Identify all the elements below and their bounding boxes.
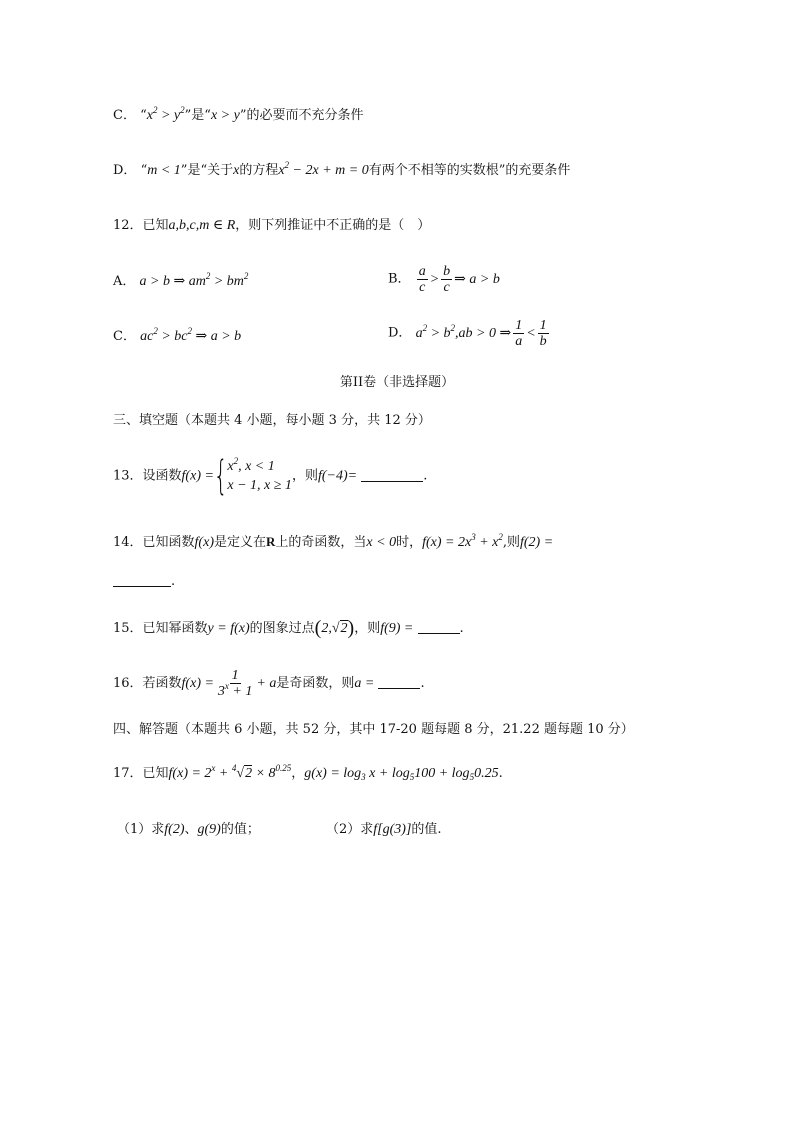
expr: f(9) = (380, 621, 414, 636)
equation: $x^2 - 2x + m = 0$ (278, 160, 369, 178)
option-label: C． (113, 108, 136, 123)
section-4-heading: 四、解答题（本题共 6 小题，共 52 分，其中 17-20 题每题 8 分，21.22 题每题 10 分） (113, 722, 634, 737)
expr: $\frac{a}{c}$ > $\frac{b}{c}$ ⇒ a > b (418, 264, 500, 295)
fraction: $\frac{1}{3^x + 1}$ (217, 668, 253, 699)
function-f: f(x) = (181, 676, 214, 691)
question-13: 13．设函数f(x) ={ $x^2$, x < 1 x − 1, x ≥ 1 ，则f(−4)= . (113, 453, 428, 499)
answer-blank[interactable] (361, 469, 423, 482)
option-label: D． (388, 325, 412, 341)
question-16: 16．若函数f(x) = $\frac{1}{3^x + 1}$ + a是奇函数，则a = . (113, 668, 425, 699)
text: ， (291, 766, 305, 781)
expr-x-gt-y: x > y (210, 108, 240, 123)
option-label: A． (113, 274, 136, 289)
expr: x < 0 (366, 535, 397, 550)
text: ”是“关于 (180, 163, 234, 178)
text: ”的必要而不充分条件 (239, 108, 364, 123)
expr: f(2) (164, 822, 185, 837)
function-f-def: $f(x) = 2^x + ^4√2 \times 8^{0.25}$ (168, 763, 292, 781)
answer-blank[interactable] (113, 574, 171, 587)
option-d-q12 (388, 318, 551, 349)
function-f: y = f(x) (207, 621, 250, 636)
text: ，则下列推证中不正确的是（ ） (235, 218, 431, 233)
text: ，则 (291, 468, 318, 484)
text: 的值； (220, 822, 260, 837)
expr: f[g(3)] (373, 822, 412, 837)
question-17-parts (117, 820, 260, 840)
question-number: 14．已知函数 (113, 535, 195, 550)
option-d-q11 (113, 161, 570, 181)
option-c-q12 (113, 327, 241, 347)
option-label: B． (388, 271, 411, 287)
text: 上的奇函数，当 (275, 535, 367, 550)
question-14-answer: . (113, 572, 175, 592)
point: (2,√2) (314, 617, 355, 639)
expr: a = (354, 676, 375, 691)
option-label: D． (113, 163, 137, 178)
function-g-def: $g(x) = \log_3 x + \log_5100 + \log_50.25$ (304, 766, 499, 782)
piecewise-cases: $x^2$, x < 1 x − 1, x ≥ 1 (227, 456, 292, 493)
option-label: C． (113, 329, 136, 344)
text: 有两个不相等的实数根”的充要条件 (368, 163, 571, 178)
part-2-label: （2）求 (326, 822, 374, 837)
quote: “ (140, 163, 148, 178)
answer-blank[interactable] (378, 676, 420, 689)
quote: “ (140, 108, 147, 123)
text: ，则 (354, 621, 381, 636)
expr-x2: $x^2 > y^2$ (146, 105, 185, 123)
question-number: 16．若函数 (113, 676, 182, 691)
text: 、 (184, 822, 198, 837)
function-f: f(x) = (181, 468, 214, 484)
expr: $f(x) = 2x^3 + x^2$ (422, 532, 503, 550)
question-number: 12．已知 (113, 218, 169, 233)
expr-m: m < 1 (147, 163, 181, 178)
expr: + a (256, 676, 277, 691)
var-x: x (233, 163, 240, 178)
option-b-q12 (388, 264, 500, 295)
text: 时， (396, 535, 423, 550)
question-17-part-2 (326, 820, 442, 840)
expr: $ac^2 > bc^2$ ⇒ a > b (140, 326, 242, 344)
question-14 (113, 532, 553, 553)
question-number: 17．已知 (113, 766, 169, 781)
question-number: 15．已知幂函数 (113, 621, 208, 636)
part-1-label: （1）求 (117, 822, 165, 837)
expr: $a^2 > b^2,ab > 0$ ⇒ $\frac{1}{a}$ < $\frac{1}{b}$ (415, 318, 547, 349)
expr: f(2) = (520, 535, 554, 550)
text: ”是“ (184, 108, 211, 123)
brace-icon: { (213, 453, 228, 499)
question-number: 13．设函数 (113, 468, 182, 484)
text: 是奇函数，则 (276, 676, 355, 691)
text: 是定义在 (213, 535, 266, 550)
text: ,则 (502, 535, 520, 550)
part-2-heading: 第II卷（非选择题） (339, 375, 455, 390)
answer-blank[interactable] (418, 621, 460, 634)
text: 的方程 (239, 163, 279, 178)
expr: f(−4)= (317, 468, 358, 484)
function-f: f(x) (194, 535, 214, 550)
text: 的值. (411, 822, 442, 837)
section-3-heading: 三、填空题（本题共 4 小题，每小题 3 分，共 12 分） (113, 413, 431, 428)
expr: g(9) (197, 822, 221, 837)
question-15: 15．已知幂函数y = f(x)的图象过点(2,√2)，则f(9) = . (113, 617, 464, 639)
question-12 (113, 216, 430, 236)
set-r: R (266, 534, 276, 549)
expr: a > b ⇒ $am^2 > bm^2$ (139, 271, 249, 289)
option-a-q12 (113, 272, 248, 292)
option-c-q11 (113, 106, 363, 126)
text: 的图象过点 (249, 621, 315, 636)
expr: a,b,c,m ∈ R (168, 218, 236, 233)
question-17: 17．已知$f(x) = 2^x + ^4√2 \times 8^{0.25}$，$g(x) = \log_3 x + \log_5100 + \log_50.25$. (113, 763, 503, 782)
